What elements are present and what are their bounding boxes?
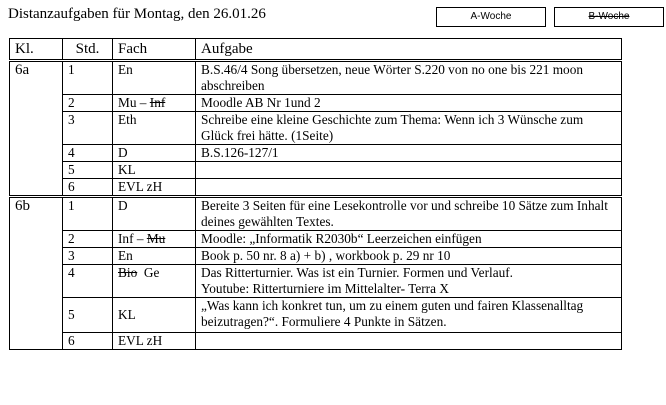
table-row <box>10 179 622 197</box>
subject-struck: Inf <box>149 95 166 110</box>
subject: En <box>113 61 196 95</box>
subject-current: Ge <box>137 265 160 280</box>
task-line: Das Ritterturnier. Was ist ein Turnier. Formen und Verlauf. <box>201 265 513 280</box>
task <box>196 162 622 179</box>
subject: D <box>113 145 196 162</box>
week-b-box <box>554 7 664 27</box>
table-row <box>10 333 622 350</box>
subject: KL <box>113 162 196 179</box>
lesson-number: 1 <box>63 197 113 231</box>
task <box>196 179 622 197</box>
table-row <box>10 248 622 265</box>
subject <box>113 95 196 112</box>
page-title: Distanzaufgaben für Montag, den 26.01.26 <box>8 6 266 22</box>
col-header-fach: Fach <box>113 39 196 61</box>
table-row <box>10 197 622 231</box>
subject-struck: Mu <box>146 231 166 246</box>
task-line: Youtube: Ritterturniere im Mittelalter- Terra X <box>201 281 449 296</box>
lesson-number: 2 <box>63 231 113 248</box>
subject <box>113 265 196 298</box>
task: Schreibe eine kleine Geschichte zum Thema: Wenn ich 3 Wünsche zum Glück frei hätte. (1Seite) <box>196 112 622 145</box>
lesson-number: 6 <box>63 179 113 197</box>
task: Moodle AB Nr 1und 2 <box>196 95 622 112</box>
subject-current: Inf – <box>118 231 147 246</box>
col-header-klasse: Kl. <box>10 39 63 61</box>
task <box>196 333 622 350</box>
subject-current: Mu – <box>118 95 150 110</box>
task: Book p. 50 nr. 8 a) + b) , workbook p. 29 nr 10 <box>196 248 622 265</box>
class-label-6b: 6b <box>10 197 63 350</box>
table-header-row <box>10 39 622 61</box>
class-label-6a: 6a <box>10 61 63 197</box>
col-header-std: Std. <box>63 39 113 61</box>
lesson-number: 4 <box>63 265 113 298</box>
subject <box>113 231 196 248</box>
schedule-table <box>9 38 622 350</box>
table-row <box>10 61 622 95</box>
lesson-number: 1 <box>63 61 113 95</box>
table-row <box>10 265 622 298</box>
subject: Eth <box>113 112 196 145</box>
lesson-number: 5 <box>63 298 113 333</box>
week-a-box <box>436 7 546 27</box>
table-row <box>10 298 622 333</box>
lesson-number: 2 <box>63 95 113 112</box>
task: „Was kann ich konkret tun, um zu einem guten und fairen Klassenalltag beizutragen?“. Formuliere 4 Punkte in Sätzen. <box>196 298 622 333</box>
table-row <box>10 231 622 248</box>
task: B.S.46/4 Song übersetzen, neue Wörter S.220 von no one bis 221 moon abschreiben <box>196 61 622 95</box>
task: B.S.126-127/1 <box>196 145 622 162</box>
week-a-label: A-Woche <box>470 11 512 22</box>
lesson-number: 3 <box>63 112 113 145</box>
task: Bereite 3 Seiten für eine Lesekontrolle vor und schreibe 10 Sätze zum Inhalt deines gewählten Textes. <box>196 197 622 231</box>
lesson-number: 6 <box>63 333 113 350</box>
subject: EVL zH <box>113 179 196 197</box>
table-row <box>10 112 622 145</box>
subject: En <box>113 248 196 265</box>
subject: EVL zH <box>113 333 196 350</box>
subject: KL <box>113 298 196 333</box>
week-b-label: B-Woche <box>588 11 630 22</box>
table-row <box>10 145 622 162</box>
subject: D <box>113 197 196 231</box>
table-row <box>10 95 622 112</box>
col-header-aufgabe: Aufgabe <box>196 39 622 61</box>
lesson-number: 3 <box>63 248 113 265</box>
lesson-number: 5 <box>63 162 113 179</box>
task <box>196 265 622 298</box>
subject-struck: Bio <box>118 265 138 280</box>
task: Moodle: „Informatik R2030b“ Leerzeichen einfügen <box>196 231 622 248</box>
lesson-number: 4 <box>63 145 113 162</box>
table-row <box>10 162 622 179</box>
